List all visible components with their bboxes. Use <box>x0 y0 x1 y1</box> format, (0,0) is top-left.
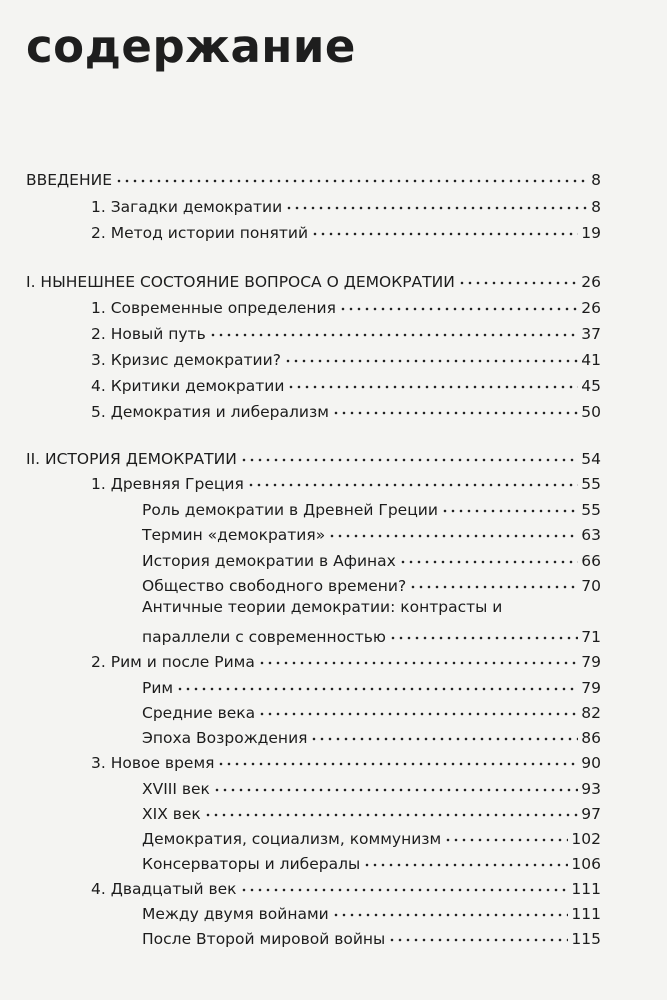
toc-entry <box>142 924 601 949</box>
toc-entry <box>142 520 601 545</box>
toc-dot-leader <box>310 723 578 743</box>
toc-entry-page: 55 <box>581 501 601 519</box>
toc-entry-title: История демократии в Афинах <box>142 552 396 570</box>
toc-entry <box>91 345 601 370</box>
toc-entry-page: 63 <box>581 526 601 544</box>
toc-entry-title: II. ИСТОРИЯ ДЕМОКРАТИИ <box>26 450 237 468</box>
toc-dot-leader <box>284 345 578 365</box>
toc-entry-page: 79 <box>581 653 601 671</box>
toc-dot-leader <box>363 849 568 869</box>
toc-entry-title: Античные теории демократии: контрасты и <box>142 598 503 616</box>
toc-entry <box>142 673 601 698</box>
toc-entry-page: 41 <box>581 351 601 369</box>
toc-entry-page: 26 <box>581 273 601 291</box>
toc-entry-title: Между двумя войнами <box>142 905 329 923</box>
toc-entry <box>26 267 601 292</box>
toc-entry-page: 97 <box>581 805 601 823</box>
toc-dot-leader <box>339 293 578 313</box>
toc-dot-leader <box>258 647 578 667</box>
toc-entry <box>91 469 601 494</box>
toc-entry-page: 54 <box>581 450 601 468</box>
toc-entry-title: 1. Загадки демократии <box>91 198 283 216</box>
toc-entry-page: 66 <box>581 552 601 570</box>
toc-entry-title: Роль демократии в Древней Греции <box>142 501 438 519</box>
toc-entry-page: 82 <box>581 704 601 722</box>
toc-entry-title: Средние века <box>142 704 256 722</box>
toc-entry-title: 2. Новый путь <box>91 325 206 343</box>
toc-entry <box>91 748 601 773</box>
toc-entry-title: Общество свободного времени? <box>142 577 407 595</box>
toc-entry-title: Консерваторы и либералы <box>142 855 361 873</box>
toc-dot-leader <box>444 824 568 844</box>
toc-entry-title: 4. Двадцатый век <box>91 880 237 898</box>
toc-entry-page: 111 <box>571 880 601 898</box>
toc-entry <box>91 218 601 243</box>
toc-entry <box>142 571 601 596</box>
toc-entry <box>142 849 601 874</box>
toc-entry-page: 93 <box>581 780 601 798</box>
toc-dot-leader <box>328 520 578 540</box>
toc-dot-leader <box>213 774 578 794</box>
toc-dot-leader <box>209 319 579 339</box>
toc-dot-leader <box>176 673 578 693</box>
toc-dot-leader <box>204 799 578 819</box>
toc-dot-leader <box>247 469 578 489</box>
toc-entry-title: Рим <box>142 679 174 697</box>
toc-entry-page: 19 <box>581 224 601 242</box>
toc-dot-leader <box>389 622 578 642</box>
toc-entry-page: 8 <box>591 198 601 216</box>
toc-entry <box>142 899 601 924</box>
toc-entry-title: 2. Рим и после Рима <box>91 653 255 671</box>
page-title: содержание <box>26 20 356 73</box>
toc-entry <box>142 546 601 571</box>
toc-dot-leader <box>388 924 568 944</box>
toc-entry-page: 79 <box>581 679 601 697</box>
toc-entry <box>91 874 601 899</box>
toc-dot-leader <box>258 698 578 718</box>
toc-entry <box>91 647 601 672</box>
toc-entry <box>26 165 601 190</box>
toc-entry-page: 106 <box>571 855 601 873</box>
toc-dot-leader <box>240 444 578 464</box>
toc-entry-page: 71 <box>581 628 601 646</box>
toc-entry-page: 115 <box>571 930 601 948</box>
toc-entry <box>91 371 601 396</box>
toc-entry <box>91 293 601 318</box>
toc-entry-title: XIX век <box>142 805 201 823</box>
toc-entry <box>142 799 601 824</box>
toc-entry-title: Термин «демократия» <box>142 526 326 544</box>
toc-entry-page: 55 <box>581 475 601 493</box>
toc-dot-leader <box>441 495 578 515</box>
toc-entry <box>91 319 601 344</box>
toc-entry <box>142 723 601 748</box>
toc-entry-title: Демократия, социализм, коммунизм <box>142 830 442 848</box>
toc-dot-leader <box>409 571 578 591</box>
toc-entry-page: 111 <box>571 905 601 923</box>
toc-entry-title: I. НЫНЕШНЕЕ СОСТОЯНИЕ ВОПРОСА О ДЕМОКРАТИИ <box>26 273 455 291</box>
toc-entry-page: 86 <box>581 729 601 747</box>
toc-entry-title: 4. Критики демократии <box>91 377 285 395</box>
toc-dot-leader <box>399 546 578 566</box>
toc-entry <box>142 824 601 849</box>
toc-dot-leader <box>287 371 578 391</box>
toc-entry-page: 50 <box>581 403 601 421</box>
toc-entry-title: 3. Кризис демократии? <box>91 351 281 369</box>
toc-entry-title: После Второй мировой войны <box>142 930 386 948</box>
toc-dot-leader <box>217 748 578 768</box>
toc-dot-leader <box>240 874 569 894</box>
toc-entry-title: 2. Метод истории понятий <box>91 224 309 242</box>
toc-entry <box>91 397 601 422</box>
toc-entry <box>142 698 601 723</box>
toc-dot-leader <box>115 165 588 185</box>
toc-entry <box>142 774 601 799</box>
toc-entry-page: 45 <box>581 377 601 395</box>
toc-entry-title: ВВЕДЕНИЕ <box>26 171 113 189</box>
toc-dot-leader <box>311 218 578 238</box>
toc-entry-title: параллели с современностью <box>142 628 386 646</box>
toc-entry-page: 70 <box>581 577 601 595</box>
toc-entry <box>91 192 601 217</box>
toc-entry <box>26 444 601 469</box>
toc-dot-leader <box>332 899 569 919</box>
toc-entry-title: 1. Древняя Греция <box>91 475 244 493</box>
toc-dot-leader <box>332 397 578 417</box>
toc-dot-leader <box>285 192 588 212</box>
toc-entry-title: XVIII век <box>142 780 210 798</box>
toc-entry-page: 37 <box>581 325 601 343</box>
toc-dot-leader <box>458 267 578 287</box>
toc-entry <box>142 495 601 520</box>
toc-entry-page: 102 <box>571 830 601 848</box>
toc-entry <box>142 622 601 647</box>
toc-entry-page: 90 <box>581 754 601 772</box>
toc-entry-title: Эпоха Возрождения <box>142 729 308 747</box>
toc-entry-page: 26 <box>581 299 601 317</box>
toc-entry-title: 3. Новое время <box>91 754 215 772</box>
toc-entry-page: 8 <box>591 171 601 189</box>
toc-entry-title: 1. Современные определения <box>91 299 336 317</box>
toc-entry-title: 5. Демократия и либерализм <box>91 403 329 421</box>
